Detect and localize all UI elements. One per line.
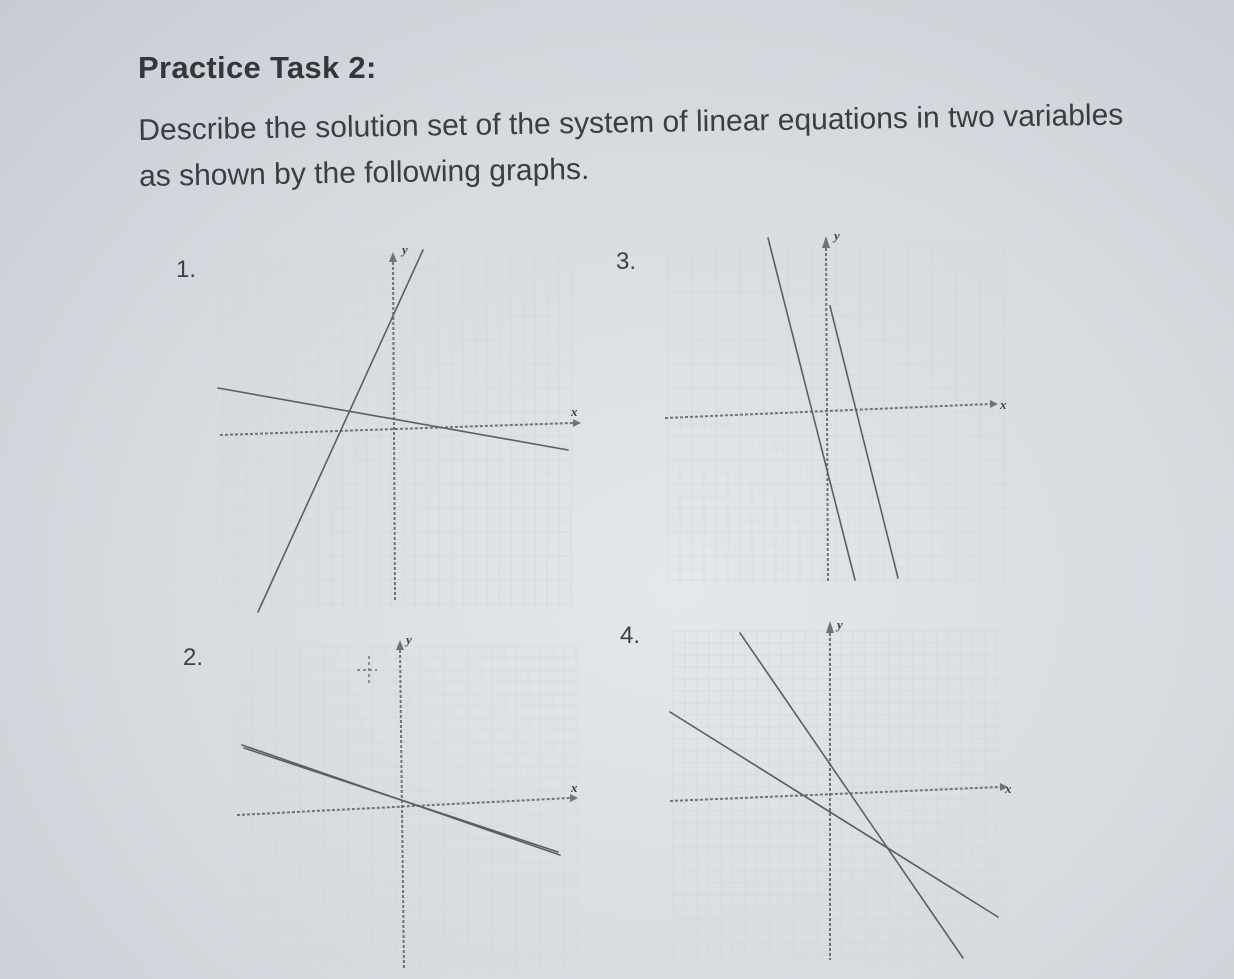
graph-4-x-label: x xyxy=(1005,781,1012,796)
graph-1 xyxy=(215,240,585,615)
task-title: Practice Task 2: xyxy=(138,50,377,85)
graph-4-plot xyxy=(665,615,1015,967)
graph-4-grid xyxy=(673,631,1003,961)
graph-3-grid xyxy=(668,244,1008,584)
graph-2 xyxy=(232,630,592,975)
graph-1-y-label: y xyxy=(402,242,408,257)
graph-1-x-label: x xyxy=(571,404,578,419)
graph-4-number: 4. xyxy=(620,622,641,649)
graph-3-y-label: y xyxy=(834,228,840,243)
graph-2-x-label: x xyxy=(571,780,578,795)
graph-3-plot xyxy=(660,228,1020,590)
graph-2-y-label: y xyxy=(406,632,412,647)
graph-2-y-arrow xyxy=(396,640,404,650)
graph-1-number: 1. xyxy=(176,256,197,283)
graph-3-line-b xyxy=(830,306,898,578)
graph-2-grid xyxy=(240,646,580,969)
graph-2-x-arrow xyxy=(570,794,578,802)
task-instructions: Describe the solution set of the system of linear equations in two variables as shown by the following graphs. xyxy=(138,98,1124,193)
graph-2-plot xyxy=(232,630,592,975)
graph-3-y-axis xyxy=(826,248,828,583)
graph-4-line-a xyxy=(740,633,963,958)
graph-4 xyxy=(665,615,1015,967)
graph-3-line-a xyxy=(768,238,855,580)
graph-3-x-arrow xyxy=(990,400,998,408)
graph-4-y-arrow xyxy=(826,621,834,633)
graph-3-y-arrow xyxy=(822,236,830,248)
graph-2-line-b xyxy=(244,748,558,852)
graph-2-number: 2. xyxy=(183,644,204,671)
graph-1-y-arrow xyxy=(389,252,397,262)
graph-3 xyxy=(660,228,1020,590)
graph-1-plot xyxy=(215,240,585,615)
graph-4-y-label: y xyxy=(837,617,843,632)
graph-1-x-arrow xyxy=(573,419,581,427)
graph-1-x-axis xyxy=(220,423,573,435)
graph-3-x-label: x xyxy=(1000,397,1007,412)
graph-3-number: 3. xyxy=(616,248,637,275)
